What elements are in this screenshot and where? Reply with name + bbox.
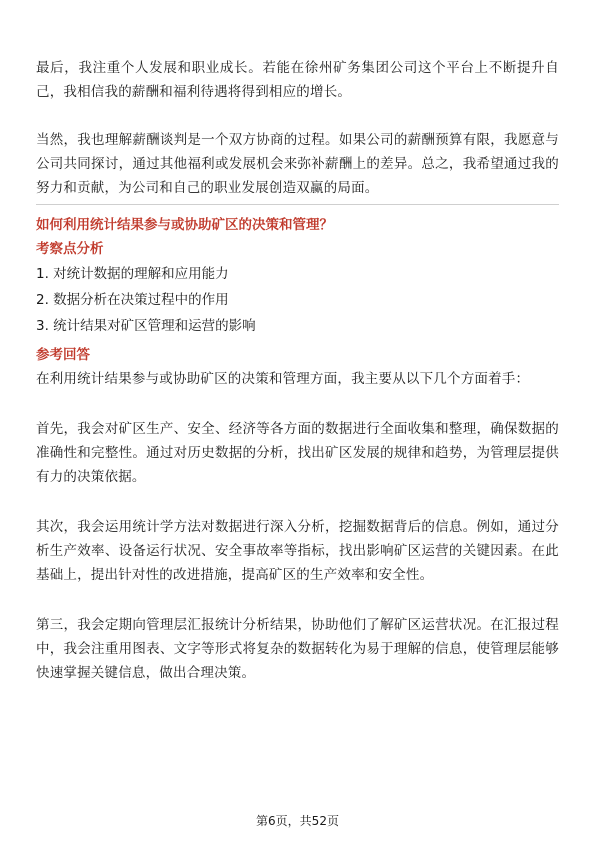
intro-paragraph-1: 最后，我注重个人发展和职业成长。若能在徐州矿务集团公司这个平台上不断提升自己，我相信我的薪酬和福利待遇将得到相应的增长。 xyxy=(36,60,559,100)
answer-paragraph-2: 其次，我会运用统计学方法对数据进行深入分析，挖掘数据背后的信息。例如，通过分析生产效率、设备运行状况、安全事故率等指标，找出影响矿区运营的关键因素。在此基础上，提出针对性的改进措施，提高矿区的生产效率和安全性。 xyxy=(36,519,559,583)
analysis-list xyxy=(36,261,559,339)
question-title: 如何利用统计结果参与或协助矿区的决策和管理？ xyxy=(36,217,333,233)
intro-paragraph-2: 当然，我也理解薪酬谈判是一个双方协商的过程。如果公司的薪酬预算有限，我愿意与公司共同探讨，通过其他福利或发展机会来弥补薪酬上的差异。总之，我希望通过我的努力和贡献，为公司和自己的职业发展创造双赢的局面。 xyxy=(36,132,559,196)
analysis-heading: 考察点分析 xyxy=(36,241,104,257)
page-number: 第6页，共52页 xyxy=(256,814,339,828)
answer-lead: 在利用统计结果参与或协助矿区的决策和管理方面，我主要从以下几个方面着手： xyxy=(36,371,530,387)
answer-heading: 参考回答 xyxy=(36,347,90,363)
answer-paragraph-1: 首先，我会对矿区生产、安全、经济等各方面的数据进行全面收集和整理，确保数据的准确性和完整性。通过对历史数据的分析，找出矿区发展的规律和趋势，为管理层提供有力的决策依据。 xyxy=(36,421,559,485)
answer-paragraph-3: 第三，我会定期向管理层汇报统计分析结果，协助他们了解矿区运营状况。在汇报过程中，我会注重用图表、文字等形式将复杂的数据转化为易于理解的信息，使管理层能够快速掌握关键信息，做出合理决策。 xyxy=(36,617,559,681)
analysis-item: 3. 统计结果对矿区管理和运营的影响 xyxy=(36,318,256,334)
analysis-item: 2. 数据分析在决策过程中的作用 xyxy=(36,292,229,308)
document-body xyxy=(36,56,559,685)
analysis-item: 1. 对统计数据的理解和应用能力 xyxy=(36,266,229,282)
section-divider xyxy=(36,204,559,205)
